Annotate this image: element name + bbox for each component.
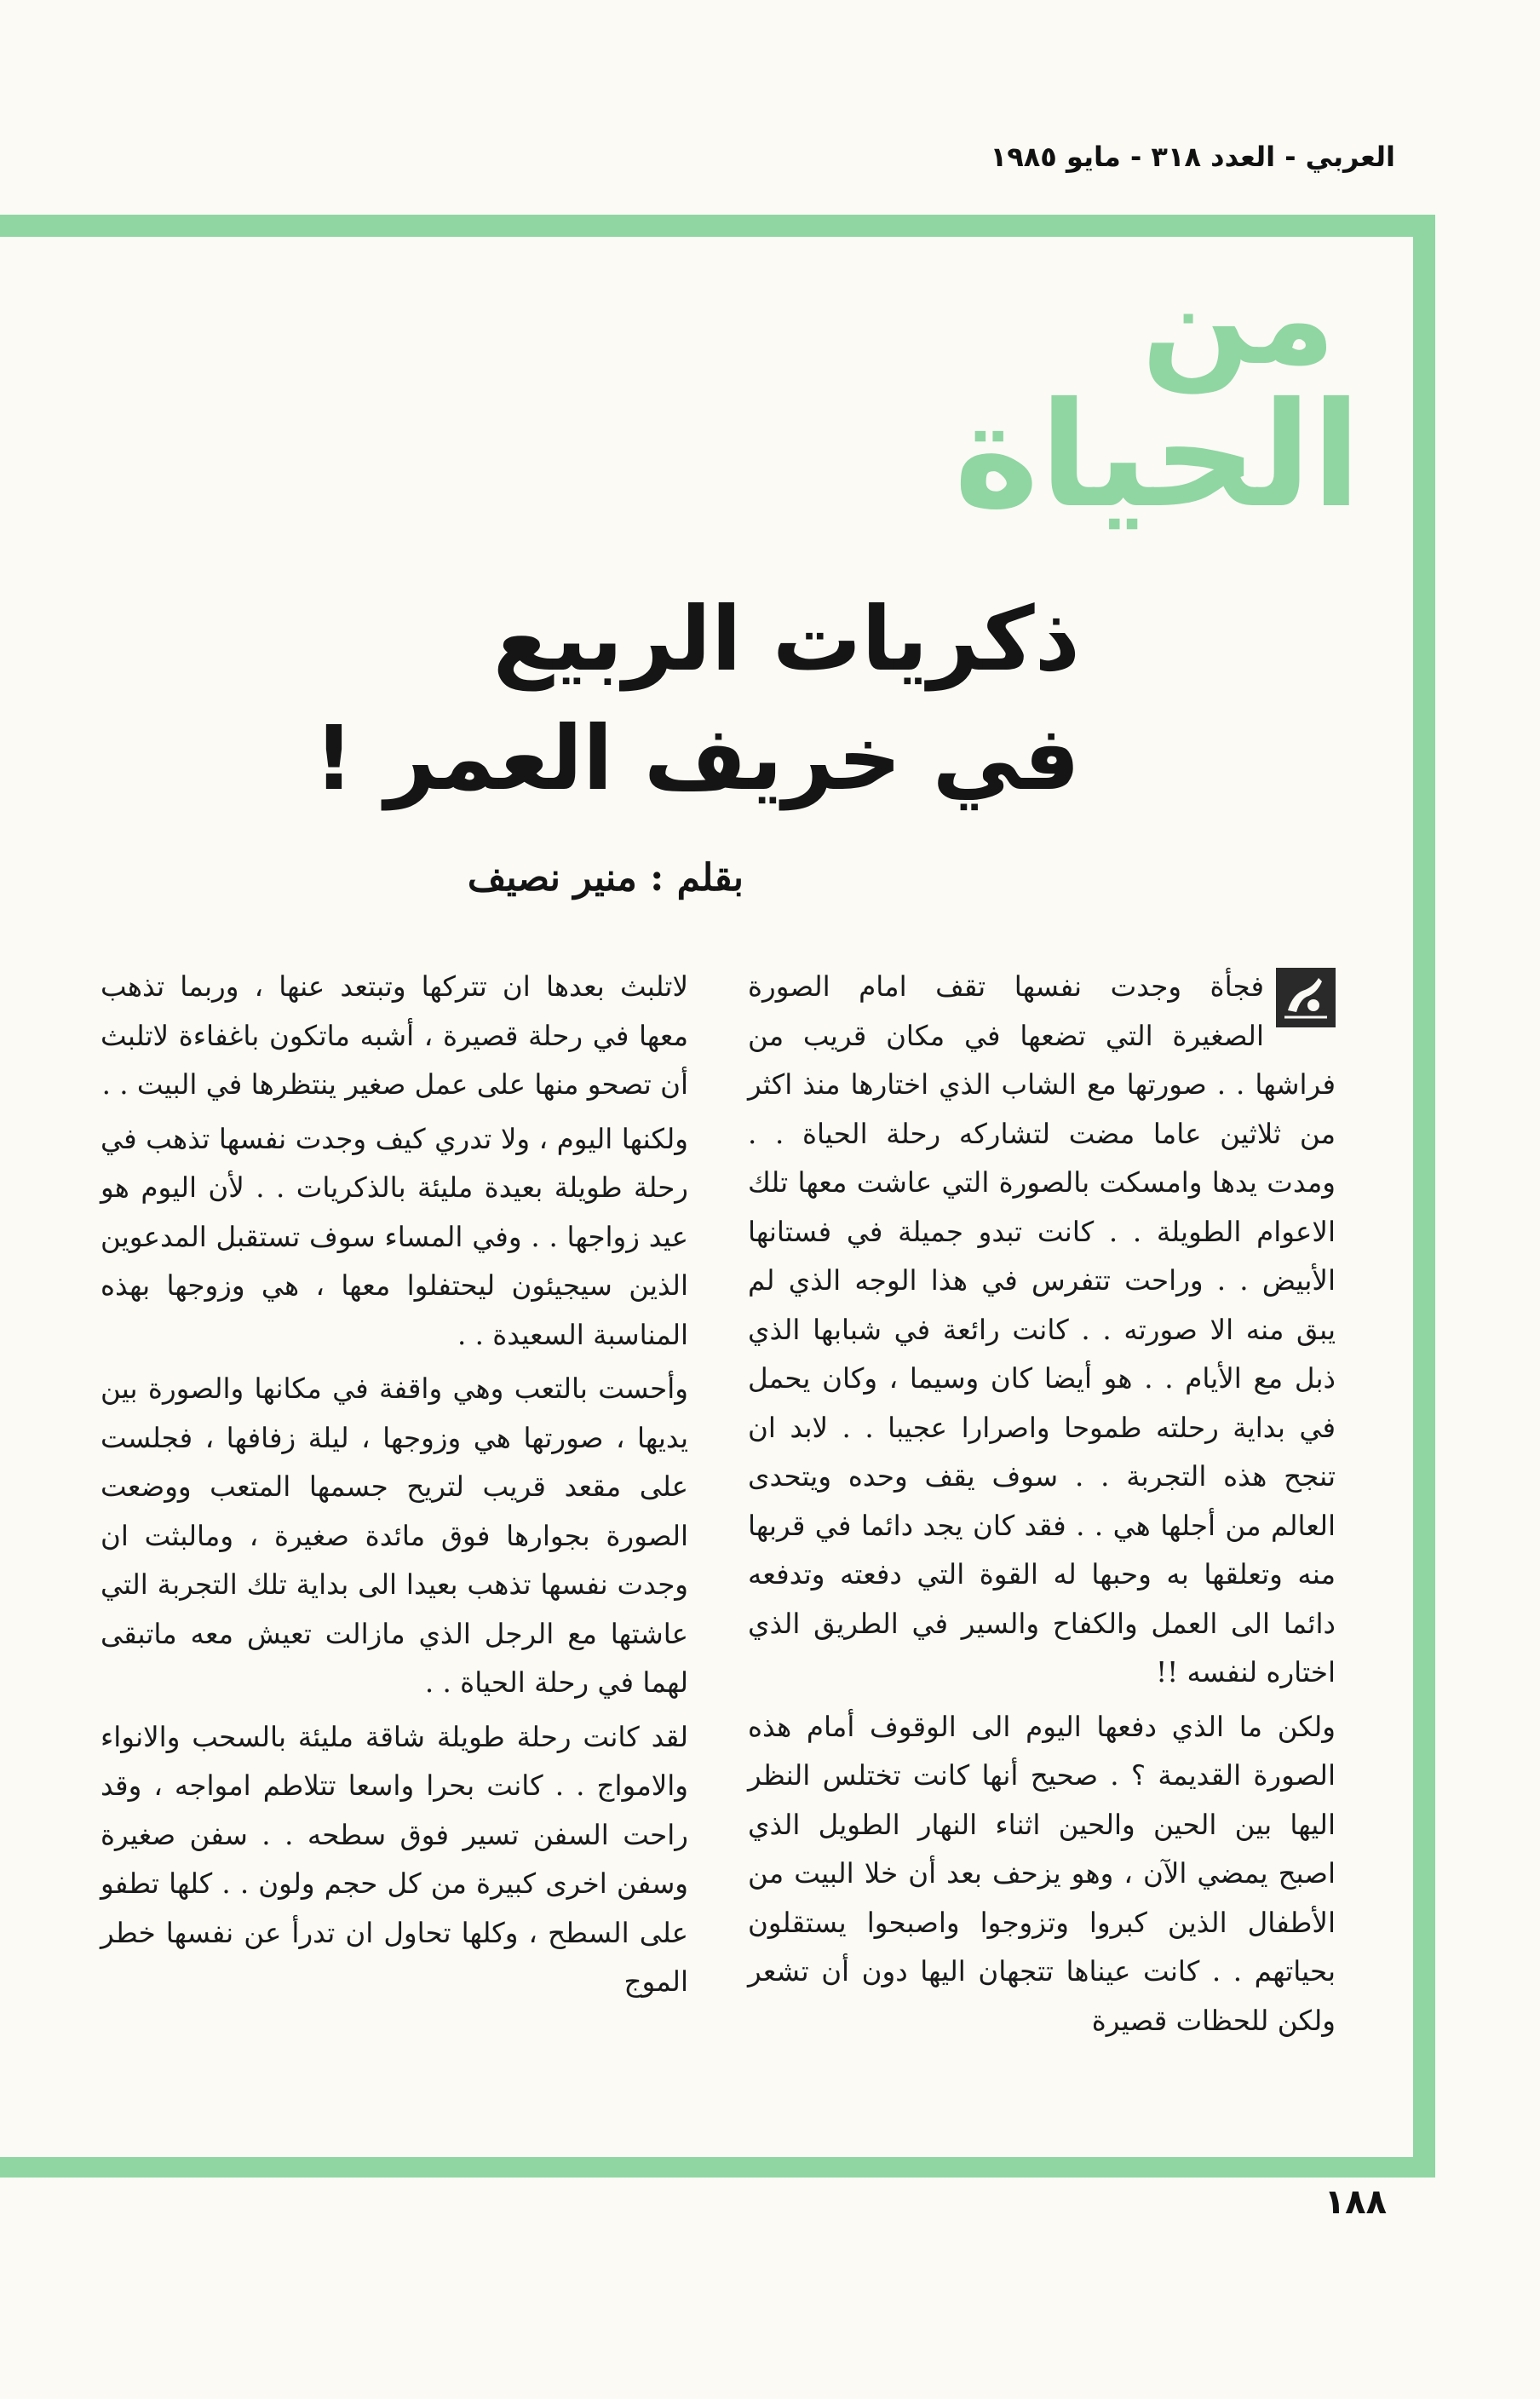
article-title-line1: ذكريات الربيع	[492, 587, 1080, 691]
section-logo	[953, 245, 1361, 540]
section-logo-line1: من	[1141, 245, 1336, 394]
column-left-paragraph-4: لقد كانت رحلة طويلة شاقة مليئة بالسحب والانواء والامواج . . كانت بحرا واسعا تتلاطم امواجه ، وقد راحت السفن تسير فوق سطحه . . سفن صغيرة وسفن اخرى كبيرة من كل حجم ولون . . كلها تطفو على السطح ، وكلها تحاول ان تدرأ عن نفسها خطر الموج	[101, 1720, 688, 1998]
issue-header: العربي - العدد ٣١٨ - مايو ١٩٨٥	[990, 141, 1395, 173]
ornament-icon	[1276, 968, 1336, 1027]
frame-bottom-bar	[0, 2157, 1435, 2178]
frame-top-bar	[0, 215, 1435, 237]
page-number: ١٨٨	[1324, 2183, 1387, 2222]
column-left-paragraph-3: وأحست بالتعب وهي واقفة في مكانها والصورة بين يديها ، صورتها هي وزوجها ، ليلة زفافها ، فجلست على مقعد قريب لتريح جسمها المتعب ووضعت الصورة بجوارها فوق مائدة صغيرة ، ومالبثت ان وجدت نفسها تذهب بعيدا الى بداية تلك التجربة التي عاشتها مع الرجل الذي مازالت تعيش معه ماتبقى لهما في رحلة الحياة . .	[101, 1372, 688, 1699]
column-right	[748, 963, 1336, 2104]
column-right-paragraph-1: فجأة وجدت نفسها تقف امام الصورة الصغيرة التي تضعها في مكان قريب من فراشها . . صورتها مع الشاب الذي اختارها منذ اكثر من ثلاثين عاما مضت لتشاركه رحلة الحياة . . ومدت يدها وامسكت بالصورة التي عاشت معها تلك الاعوام الطويلة . . كانت تبدو جميلة في فستانها الأبيض . . وراحت تتفرس في هذا الوجه الذي لم يبق منه الا صورته . . كانت رائعة في شبابها الذي ذبل مع الأيام . . هو أيضا كان وسيما ، وكان يحمل في بداية رحلته طموحا واصرارا عجيبا . . لابد ان تنجح هذه التجربة . . سوف يقف وحده ويتحدى العالم من أجلها هي . . فقد كان يجد دائما في قربها منه وتعلقها به وحبها له القوة التي دفعته وتدفعه دائما الى العمل والكفاح والسير في الطريق الذي اختاره لنفسه !!	[748, 970, 1336, 1689]
frame-right-bar	[1413, 215, 1435, 2166]
article-title	[313, 579, 1080, 819]
paragraph	[748, 963, 1336, 1698]
section-logo-line2: الحياة	[953, 371, 1361, 540]
column-left	[101, 963, 688, 2104]
column-left-paragraph-2: ولكنها اليوم ، ولا تدري كيف وجدت نفسها تذهب في رحلة طويلة بعيدة مليئة بالذكريات . . لأن اليوم هو عيد زواجها . . وفي المساء سوف تستقبل المدعوين الذين سيجيئون ليحتفلوا معها ، هي وزوجها بهذه المناسبة السعيدة . .	[101, 1122, 688, 1351]
article-title-line2: في خريف العمر !	[313, 706, 1080, 811]
column-left-paragraph-1: لاتلبث بعدها ان تتركها وتبتعد عنها ، وربما تذهب معها في رحلة قصيرة ، أشبه ماتكون باغفاءة لاتلبث أن تصحو منها على عمل صغير ينتظرها في البيت . .	[101, 970, 688, 1101]
byline: بقلم : منير نصيف	[467, 856, 744, 900]
column-right-paragraph-2: ولكن ما الذي دفعها اليوم الى الوقوف أمام هذه الصورة القديمة ؟ . صحيح أنها كانت تختلس النظر اليها بين الحين والحين اثناء النهار الطويل الذي اصبح يمضي الآن ، وهو يزحف بعد أن خلا البيت من الأطفال الذين كبروا وتزوجوا واصبحوا يستقلون بحياتهم . . كانت عيناها تتجهان اليها دون أن تشعر ولكن للحظات قصيرة	[748, 1710, 1336, 2037]
